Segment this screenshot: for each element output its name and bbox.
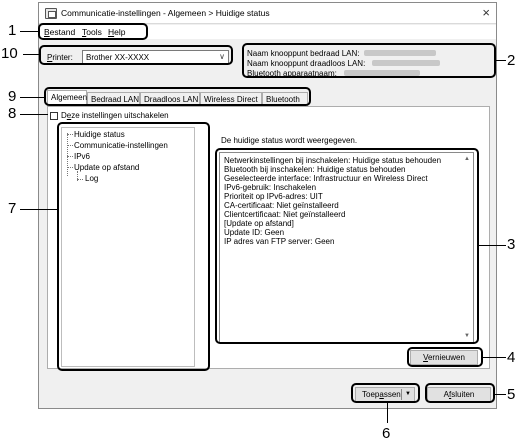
callout-1: 1 (8, 22, 17, 39)
tree-item-update-op-afstand[interactable]: Update op afstand (74, 163, 140, 172)
close-icon[interactable]: × (482, 5, 490, 20)
menu-bestand[interactable]: Bestand (44, 27, 76, 37)
settings-window (38, 2, 497, 409)
scroll-up-icon[interactable]: ▲ (464, 156, 470, 162)
app-icon (45, 8, 57, 19)
printer-select[interactable] (82, 50, 229, 64)
status-line: Geselecteerde interface: Infrastructuur en Wireless Direct (224, 174, 428, 183)
status-line: IP adres van FTP server: Geen (224, 237, 335, 246)
bluetooth-name-value-blurred (344, 70, 420, 76)
tab-algemeen[interactable]: Algemeen (47, 90, 87, 106)
tree-item-ipv6[interactable]: IPv6 (74, 152, 91, 161)
callout-line (479, 245, 506, 246)
menu-tools[interactable]: Tools (82, 27, 102, 37)
wired-node-label: Naam knooppunt bedraad LAN: (247, 49, 360, 58)
refresh-button[interactable]: Vernieuwen (410, 350, 478, 365)
tree-connector (67, 167, 73, 168)
wireless-node-label: Naam knooppunt draadloos LAN: (247, 59, 366, 68)
tree-connector (67, 156, 73, 157)
menu-bar (39, 25, 496, 39)
callout-10: 10 (1, 45, 18, 62)
callout-line (20, 114, 48, 115)
tree-item-log[interactable]: Log (85, 174, 99, 183)
wired-node-value-blurred (364, 50, 436, 56)
callout-3: 3 (507, 236, 516, 253)
callout-7: 7 (8, 200, 17, 217)
status-line: Bluetooth bij inschakelen: Huidige status behouden (224, 165, 406, 174)
window-title: Communicatie-instellingen - Algemeen > Huidige status (61, 8, 270, 18)
disable-settings-label: Deze instellingen uitschakelen (61, 111, 169, 120)
tree-connector (67, 134, 73, 135)
status-line: Clientcertificaat: Niet geïnstalleerd (224, 210, 346, 219)
tab-bedraad-lan[interactable]: Bedraad LAN (87, 92, 140, 106)
callout-5: 5 (507, 386, 516, 403)
callout-8: 8 (8, 105, 17, 122)
callout-line (387, 403, 388, 423)
tree-connector (67, 133, 68, 176)
callout-line (20, 97, 44, 98)
close-button[interactable]: Afsluiten (427, 387, 491, 402)
status-textbox (219, 152, 474, 343)
printer-value: Brother XX-XXXX (86, 53, 150, 62)
status-line: Update ID: Geen (224, 228, 285, 237)
status-line: [Update op afstand] (224, 219, 294, 228)
title-bar (39, 3, 496, 24)
tree-connector (67, 145, 73, 146)
status-line: IPv6-gebruik: Inschakelen (224, 183, 317, 192)
callout-line (20, 31, 38, 32)
callout-9: 9 (8, 88, 17, 105)
callout-line (20, 209, 57, 210)
status-line: Netwerkinstellingen bij inschakelen: Huidige status behouden (224, 156, 442, 165)
callout-line (483, 357, 506, 358)
tree-item-communicatie-instellingen[interactable]: Communicatie-instellingen (74, 141, 168, 150)
menu-help[interactable]: Help (108, 27, 126, 37)
chevron-down-icon: ∨ (219, 52, 225, 61)
disable-settings-checkbox[interactable] (50, 112, 58, 120)
scroll-down-icon[interactable]: ▼ (464, 333, 470, 339)
status-line: CA-certificaat: Niet geïnstalleerd (224, 201, 339, 210)
callout-line (23, 54, 39, 55)
wireless-node-value-blurred (372, 60, 440, 66)
apply-label: Toepassen (362, 390, 401, 399)
status-line: Prioriteit op IPv6-adres: UIT (224, 192, 323, 201)
callout-6: 6 (382, 425, 391, 442)
split-divider (401, 389, 402, 400)
tree-item-huidige-status[interactable]: Huidige status (74, 130, 125, 139)
callout-4: 4 (507, 349, 516, 366)
bluetooth-name-label: Bluetooth apparaatnaam: (247, 69, 337, 78)
apply-dropdown-icon[interactable]: ▼ (405, 391, 411, 397)
tab-draadloos-lan[interactable]: Draadloos LAN (140, 92, 200, 106)
printer-label: Printer: (47, 53, 73, 62)
tab-wireless-direct[interactable]: Wireless Direct (200, 92, 262, 106)
callout-2: 2 (507, 52, 516, 69)
apply-button[interactable] (355, 387, 415, 402)
callout-line (496, 60, 506, 61)
tab-bluetooth[interactable]: Bluetooth (262, 92, 308, 106)
settings-tree (61, 127, 195, 367)
callout-line (495, 394, 506, 395)
status-description: De huidige status wordt weergegeven. (221, 136, 358, 145)
tree-connector (77, 179, 83, 180)
